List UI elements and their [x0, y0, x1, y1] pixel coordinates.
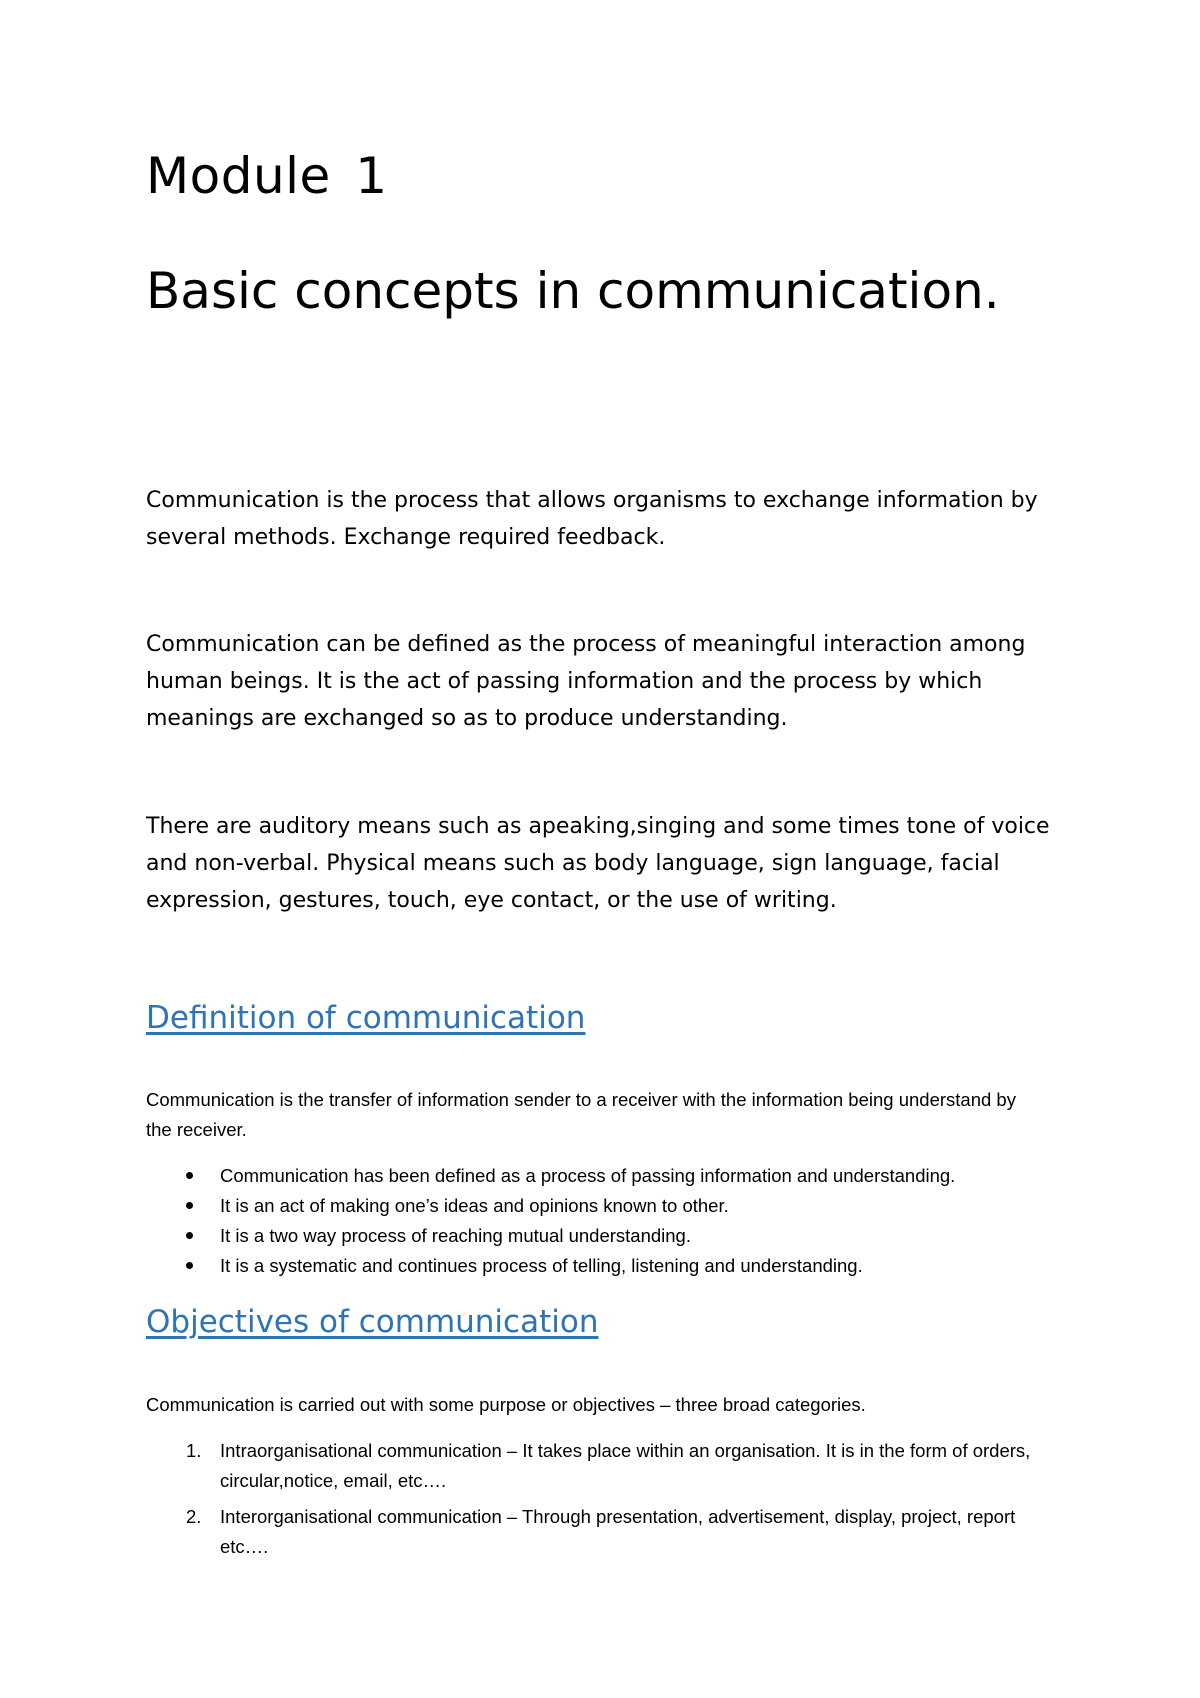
definition-intro: Communication is the transfer of information sender to a receiver with the information being understand by the receiver. — [146, 1089, 1016, 1140]
list-item-text: It is a two way process of reaching mutual understanding. — [220, 1225, 691, 1246]
objectives-intro: Communication is carried out with some purpose or objectives – three broad categories. — [146, 1394, 866, 1415]
paragraph-means-of-communication: There are auditory means such as apeaking,singing and some times tone of voice and non-verbal. Physical means such as body language, sign language, facial expression, gestures, touch, eye contact, or the use of writing. — [146, 814, 1050, 913]
page-title: Basic concepts in communication. — [146, 262, 1000, 320]
bullet-icon — [186, 1172, 193, 1179]
list-item — [146, 1502, 1066, 1562]
objectives-heading[interactable]: Objectives of communication — [146, 1304, 599, 1340]
module-title: Module 1 — [146, 147, 388, 205]
definition-heading[interactable]: Definition of communication — [146, 1000, 586, 1036]
list-item-text: Interorganisational communication – Through presentation, advertisement, display, project, report etc…. — [220, 1506, 1016, 1557]
bullet-icon — [186, 1262, 193, 1269]
list-item — [146, 1161, 1066, 1191]
definition-bullet-list — [146, 1161, 1066, 1281]
paragraph-communication-definition: Communication can be defined as the process of meaningful interaction among human beings. It is the act of passing information and the process by which meanings are exchanged so as to produce understanding. — [146, 632, 1026, 731]
bullet-icon — [186, 1232, 193, 1239]
objectives-numbered-list — [146, 1436, 1066, 1568]
list-item-text: Communication has been defined as a process of passing information and understanding. — [220, 1165, 956, 1186]
list-item-number: 1. — [186, 1440, 202, 1461]
list-item — [146, 1436, 1066, 1496]
list-item — [146, 1191, 1066, 1221]
bullet-icon — [186, 1202, 193, 1209]
paragraph-communication-process: Communication is the process that allows organisms to exchange information by several methods. Exchange required feedback. — [146, 488, 1038, 550]
list-item-text: It is an act of making one’s ideas and opinions known to other. — [220, 1195, 729, 1216]
list-item-text: Intraorganisational communication – It takes place within an organisation. It is in the form of orders, circular,notice, email, etc…. — [220, 1440, 1031, 1491]
list-item-text: It is a systematic and continues process of telling, listening and understanding. — [220, 1255, 863, 1276]
list-item — [146, 1251, 1066, 1281]
list-item-number: 2. — [186, 1506, 202, 1527]
list-item — [146, 1221, 1066, 1251]
